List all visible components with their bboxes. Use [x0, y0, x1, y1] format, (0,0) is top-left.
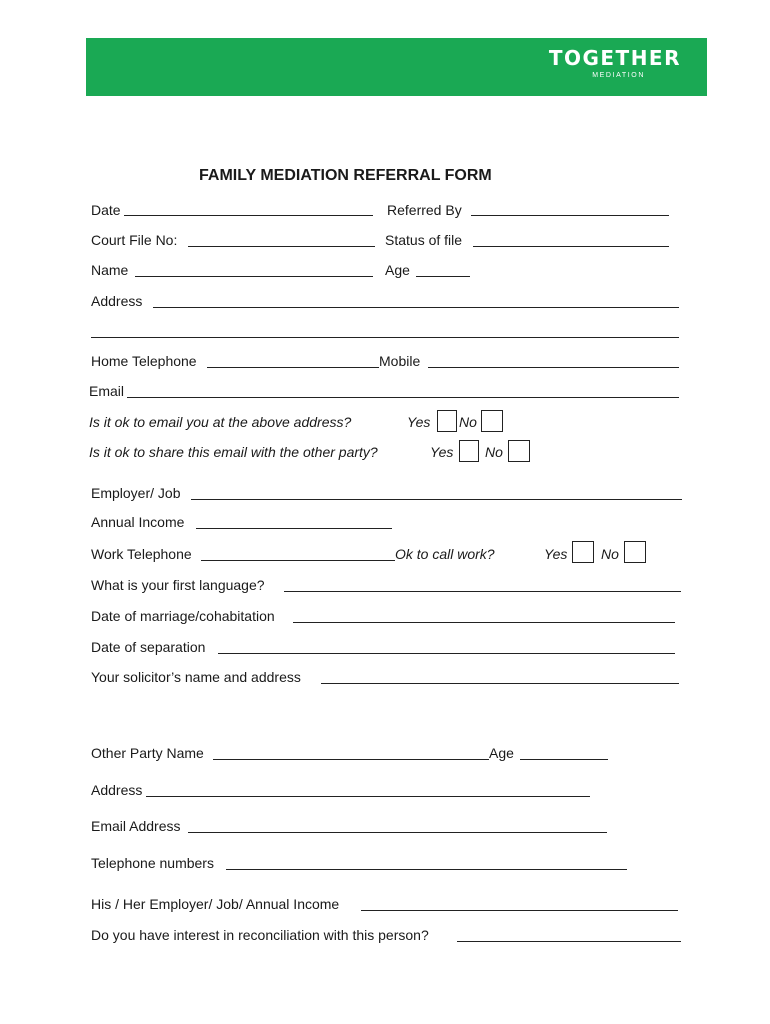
work-telephone-label: Work Telephone: [91, 546, 192, 562]
call-work-no-checkbox[interactable]: [624, 541, 646, 563]
email-ok-yes-label: Yes: [407, 414, 431, 430]
email-address-field[interactable]: [188, 832, 607, 833]
employer-job-label: Employer/ Job: [91, 485, 181, 501]
age-label: Age: [385, 262, 410, 278]
call-work-no-label: No: [601, 546, 619, 562]
date-of-marriage-label: Date of marriage/cohabitation: [91, 608, 275, 624]
solicitor-label: Your solicitor’s name and address: [91, 669, 301, 685]
name-label: Name: [91, 262, 129, 278]
other-party-name-field[interactable]: [213, 759, 489, 760]
court-file-field[interactable]: [188, 246, 375, 247]
email-field[interactable]: [127, 397, 679, 398]
address-field[interactable]: [153, 307, 679, 308]
date-of-marriage-field[interactable]: [293, 622, 675, 623]
email-label: Email: [89, 383, 125, 399]
telephone-numbers-label: Telephone numbers: [91, 855, 214, 871]
referred-by-label: Referred By: [387, 202, 462, 218]
share-email-question: Is it ok to share this email with the other party?: [89, 444, 378, 460]
logo-tagline: MEDIATION: [592, 72, 645, 79]
email-ok-no-label: No: [459, 414, 477, 430]
date-label: Date: [91, 202, 121, 218]
date-of-separation-field[interactable]: [218, 653, 675, 654]
share-email-yes-checkbox[interactable]: [459, 440, 479, 462]
date-of-separation-label: Date of separation: [91, 639, 206, 655]
first-language-field[interactable]: [284, 591, 681, 592]
work-telephone-field[interactable]: [201, 560, 395, 561]
other-party-age-label: Age: [489, 745, 514, 761]
home-telephone-label: Home Telephone: [91, 353, 197, 369]
call-work-yes-label: Yes: [544, 546, 568, 562]
header-banner: [86, 38, 707, 96]
referred-by-field[interactable]: [471, 215, 669, 216]
share-email-yes-label: Yes: [430, 444, 454, 460]
other-employer-label: His / Her Employer/ Job/ Annual Income: [91, 896, 340, 912]
status-of-file-label: Status of file: [385, 232, 463, 248]
annual-income-label: Annual Income: [91, 514, 185, 530]
mobile-field[interactable]: [428, 367, 679, 368]
age-field[interactable]: [416, 276, 470, 277]
share-email-no-label: No: [485, 444, 503, 460]
email-ok-question: Is it ok to email you at the above address?: [89, 414, 352, 430]
reconciliation-field[interactable]: [457, 941, 681, 942]
email-address-label: Email Address: [91, 818, 181, 834]
annual-income-field[interactable]: [196, 528, 392, 529]
address-label: Address: [91, 293, 143, 309]
other-address-field[interactable]: [146, 796, 590, 797]
first-language-label: What is your first language?: [91, 577, 265, 593]
address-field-line-2[interactable]: [91, 337, 679, 338]
telephone-numbers-field[interactable]: [226, 869, 627, 870]
employer-job-field[interactable]: [191, 499, 682, 500]
email-ok-yes-checkbox[interactable]: [437, 410, 457, 432]
reconciliation-label: Do you have interest in reconciliation with this person?: [91, 927, 429, 943]
solicitor-field[interactable]: [321, 683, 679, 684]
ok-to-call-work-label: Ok to call work?: [395, 546, 495, 562]
together-logo: TOGETHER: [548, 46, 681, 70]
call-work-yes-checkbox[interactable]: [572, 541, 594, 563]
email-ok-no-checkbox[interactable]: [481, 410, 503, 432]
share-email-no-checkbox[interactable]: [508, 440, 530, 462]
date-field[interactable]: [124, 215, 373, 216]
court-file-label: Court File No:: [91, 232, 178, 248]
status-of-file-field[interactable]: [473, 246, 669, 247]
mobile-label: Mobile: [379, 353, 421, 369]
other-employer-field[interactable]: [361, 910, 678, 911]
name-field[interactable]: [135, 276, 373, 277]
form-title: FAMILY MEDIATION REFERRAL FORM: [199, 167, 492, 184]
other-party-name-label: Other Party Name: [91, 745, 204, 761]
other-party-age-field[interactable]: [520, 759, 608, 760]
home-telephone-field[interactable]: [207, 367, 379, 368]
other-address-label: Address: [91, 782, 143, 798]
